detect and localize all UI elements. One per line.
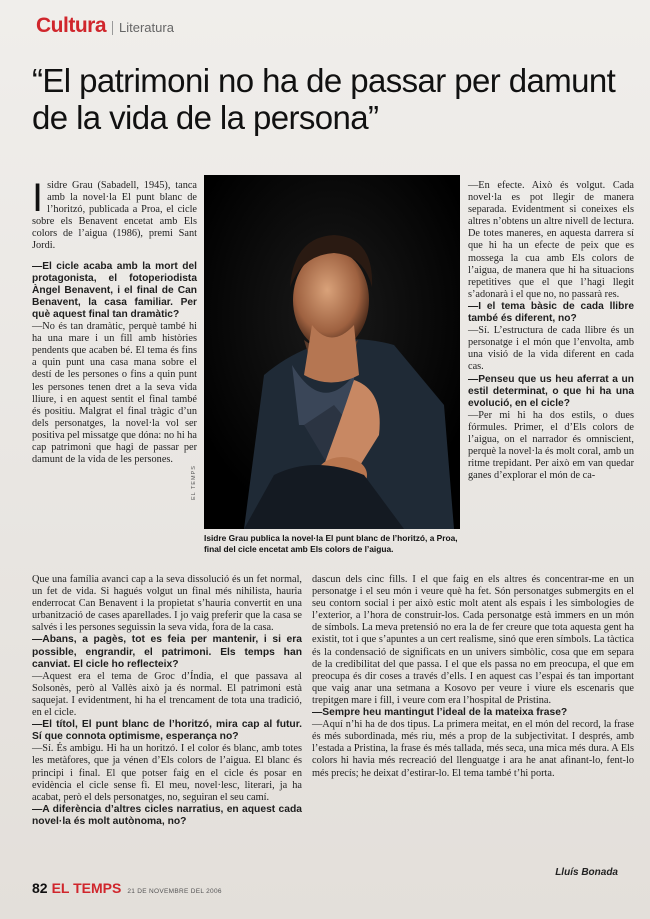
answer-paragraph: —En efecte. Això és volgut. Cada novel·la es pot llegir de manera separada. Evidentment si coneixes els altres n’obtens un altre nivell de lectura. De totes maneres, en aquesta darrera sí que hi ha un efecte de peix que es mossega la cua amb Els colors de l’aigua, de manera que hi ha situacions repetitives que el que l’hagi llegit s’adonarà i el que no, no passarà res.: [468, 180, 634, 300]
answer-paragraph: dascun dels cinc fills. I el que faig en els altres és concentrar-me en un personatge i el seu món i veure què ha fet. Són personatges submergits en el seu contorn social i per això estic molt atent als espais i les simbologies de l’exterior, a l’hora de construir-los. Cada personatge està immers en un món de símbols. La meva pretensió no era la de fer creure que tota aquesta gent ha existit, tot i que s’apuntes a un cert realisme, sinó que eren símbols. La tàctica és la condensació de significats en un univers simbòlic, cosa que em separa de la credibilitat del que passa. I el que els passa no em preocupa, el que em preocupa és dir coses a través d’ells. I en aquest cas l’espai és tan important que vaig anar una setmana a Kosovo per veure i viure els escenaris que trepitgen mare i fill, i veure com era l’hospital de Pristina.: [312, 574, 634, 706]
drop-cap: I: [32, 176, 44, 220]
answer-paragraph: —Sí. L’estructura de cada llibre és un personatge i el món que l’envolta, amb una visió de la vida diferent en cada cas.: [468, 325, 634, 373]
question-paragraph: —El cicle acaba amb la mort del protagonista, el fotoperiodista Àngel Benavent, i el final de Can Benavent, la casa familiar. Per què aquest final tan dramàtic?: [32, 260, 197, 320]
answer-paragraph: —Aquí n’hi ha de dos tipus. La primera meitat, en el món del record, la frase és més subordinada, més riu, més a prop de la subjectivitat. I després, amb l’estada a Pristina, la frase és més tallada, més seca, una mica més dura. A Els colors hi havia més recreació del llenguatge i ara he anat afinant-lo, fent-lo més precís; he deixat d’estirar-lo. El tema també t’hi porta.: [312, 719, 634, 779]
article-headline: “El patrimoni no ha de passar per damunt de la vida de la persona”: [32, 62, 616, 136]
portrait-illustration: [204, 175, 460, 529]
column-left: [32, 176, 198, 466]
subsection-title: Literatura: [112, 21, 174, 35]
lower-text-block: [32, 574, 634, 828]
question-paragraph: —Penseu que us heu aferrat a un estil determinat, o que hi ha una evolució, en el cicle?: [468, 373, 634, 409]
answer-paragraph: —Aquest era el tema de Groc d’Índia, el que passava al Solsonès, però al Vallès això ja és normal. El patrimoni està saquejat. I evidentment, hi ha el trencament de tota una tradició, en el cicle.: [32, 670, 302, 719]
page-number: 82: [32, 880, 48, 896]
author-signature: Lluís Bonada: [555, 867, 618, 878]
magazine-name: EL TEMPS: [51, 880, 122, 896]
page-footer: [32, 880, 222, 896]
lower-right-column: [312, 574, 634, 828]
section-title: Cultura: [36, 14, 106, 37]
question-paragraph: —Sempre heu mantingut l’ideal de la mateixa frase?: [312, 707, 568, 719]
photo-credit: EL TEMPS: [191, 465, 197, 500]
answer-paragraph: —No és tan dramàtic, perquè també hi ha una mare i un fill amb històries pendents que acaben bé. El tema és fins a quin punt una casa mana sobre el destí de les persones o fins a quin punt les persones tenen dret a la seva vida lliure, i en aquest sentit el final també és positiu. Malgrat el final tràgic d’un dels personatges, la novel·la vol ser positiva pel missatge que dóna: no hi ha cap patrimoni que hagi de passar per damunt de la vida de les persones.: [32, 321, 198, 466]
question-paragraph: —El títol, El punt blanc de l’horitzó, mira cap al futur. Sí que connota optimisme, esperança no?: [32, 719, 302, 743]
question-paragraph: —I el tema bàsic de cada llibre també és diferent, no?: [468, 300, 634, 325]
section-header: [36, 14, 174, 38]
intro-paragraph: [32, 176, 197, 253]
column-right: [468, 180, 634, 482]
answer-paragraph: Que una família avanci cap a la seva dissolució és un fet normal, un fet de vida. Si hagués volgut un final més nihilista, hauria enderrocat Can Benavent i la propietat s’hauria convertit en una urbanització de cases aparellades. I jo vaig preferir que la casa se salvés i les persones seguissin la seva vida, fora de la casa.: [32, 574, 302, 634]
answer-paragraph: —Per mi hi ha dos estils, o dues fórmules. Primer, el d’Els colors de l’aigua, on el narrador és omniscient, perquè la novel·la és molt coral, amb un ritme trepidant. Per això em van quedar ganes d’explorar el món de ca-: [468, 409, 634, 482]
issue-date: 21 DE NOVEMBRE DEL 2006: [127, 888, 222, 895]
lower-left-column: [32, 574, 302, 828]
question-paragraph: —A diferència d’altres cicles narratius, en aquest cada novel·la és molt autònoma, no?: [32, 803, 302, 827]
question-paragraph: —Abans, a pagès, tot es feia per mantenir, i si era possible, engrandir, el patrimoni. Els temps han canviat. El cicle ho reflecteix?: [32, 634, 302, 670]
author-photo: [204, 175, 460, 529]
answer-paragraph: —Sí. És ambigu. Hi ha un horitzó. I el color és blanc, amb totes les metàfores, que ja vénen d’Els colors de l’aigua. El blanc és principi i final. El que potser faig en el cicle és posar en evidència el cicle sense fi. El meu, novel·lesc, literari, ja ha acabat, però el dels personatges, no, seguiran el seu camí.: [32, 743, 302, 803]
photo-caption: Isidre Grau publica la novel·la El punt blanc de l’horitzó, a Proa, final del cicle encetat amb Els colors de l’aigua.: [204, 533, 458, 554]
intro-text: sidre Grau (Sabadell, 1945), tanca amb la novel·la El punt blanc de l’horitzó, publicada a Proa, el cicle sobre els Benavent encetat amb Els colors de l’aigua (1986), premi Sant Jordi.: [32, 180, 197, 252]
